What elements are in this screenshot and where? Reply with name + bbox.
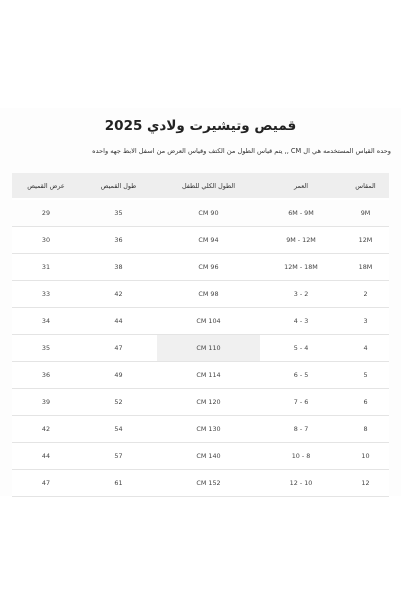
table-row [12,470,389,497]
cell-shirt-length: 54 [80,416,157,443]
page-title: قميص وتيشيرت ولادي 2025 [104,118,297,134]
cell-total-length-highlighted: CM 110 [157,335,260,362]
cell-total-length: CM 140 [157,443,260,470]
cell-size: 6 [342,389,389,416]
cell-shirt-length: 44 [80,308,157,335]
cell-age: 7 - 8 [260,416,342,443]
size-chart-body [12,199,389,497]
header-shirt-width: عرض القميص [12,173,80,199]
cell-age: 6M - 9M [260,199,342,227]
cell-shirt-width: 31 [12,254,80,281]
cell-age: 5 - 6 [260,362,342,389]
cell-shirt-length: 61 [80,470,157,497]
cell-age: 6 - 7 [260,389,342,416]
cell-shirt-length: 36 [80,227,157,254]
cell-size: 5 [342,362,389,389]
cell-age: 8 - 10 [260,443,342,470]
cell-shirt-length: 38 [80,254,157,281]
cell-shirt-length: 57 [80,443,157,470]
header-size: المقاس [342,173,389,199]
cell-shirt-width: 35 [12,335,80,362]
cell-size: 12 [342,470,389,497]
table-row [12,335,389,362]
table-row [12,362,389,389]
table-row [12,308,389,335]
cell-size: 9M [342,199,389,227]
cell-total-length: CM 152 [157,470,260,497]
cell-shirt-width: 30 [12,227,80,254]
cell-shirt-length: 49 [80,362,157,389]
cell-shirt-width: 29 [12,199,80,227]
cell-age: 12M - 18M [260,254,342,281]
measurement-note: وحده القياس المستخدمه هي ال CM ,, يتم قياس الطول من الكتف وقياس العرض من اسفل الابط جهه واحده [92,147,391,155]
cell-total-length: CM 98 [157,281,260,308]
cell-shirt-width: 33 [12,281,80,308]
cell-total-length: CM 120 [157,389,260,416]
table-row [12,416,389,443]
cell-total-length: CM 90 [157,199,260,227]
cell-shirt-length: 42 [80,281,157,308]
cell-total-length: CM 104 [157,308,260,335]
table-row [12,389,389,416]
cell-age: 9M - 12M [260,227,342,254]
cell-size: 12M [342,227,389,254]
cell-age: 10 - 12 [260,470,342,497]
cell-shirt-width: 39 [12,389,80,416]
cell-total-length: CM 96 [157,254,260,281]
cell-size: 10 [342,443,389,470]
cell-total-length: CM 114 [157,362,260,389]
cell-shirt-length: 52 [80,389,157,416]
cell-total-length: CM 94 [157,227,260,254]
cell-total-length: CM 130 [157,416,260,443]
header-age: العمر [260,173,342,199]
cell-age: 2 - 3 [260,281,342,308]
table-row [12,199,389,227]
cell-shirt-width: 42 [12,416,80,443]
cell-shirt-width: 44 [12,443,80,470]
cell-age: 4 - 5 [260,335,342,362]
header-shirt-length: طول القميص [80,173,157,199]
cell-shirt-width: 36 [12,362,80,389]
cell-shirt-width: 47 [12,470,80,497]
cell-shirt-length: 47 [80,335,157,362]
cell-age: 3 - 4 [260,308,342,335]
table-row [12,254,389,281]
table-row [12,281,389,308]
cell-size: 4 [342,335,389,362]
cell-size: 8 [342,416,389,443]
table-header-row [12,173,389,199]
size-chart-table [12,173,389,497]
table-row [12,227,389,254]
table-row [12,443,389,470]
cell-size: 2 [342,281,389,308]
cell-size: 18M [342,254,389,281]
header-total-length: الطول الكلي للطفل [157,173,260,199]
cell-size: 3 [342,308,389,335]
cell-shirt-width: 34 [12,308,80,335]
cell-shirt-length: 35 [80,199,157,227]
